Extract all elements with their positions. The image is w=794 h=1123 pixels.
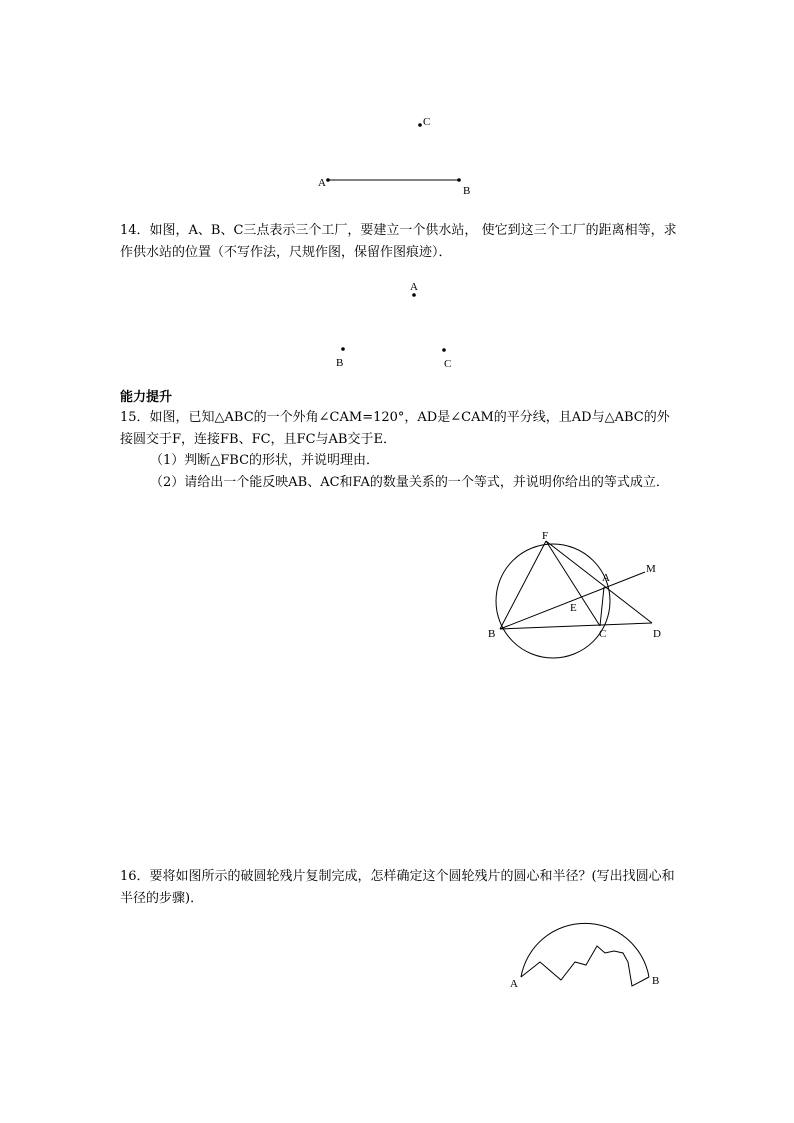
point-c-dot (418, 123, 422, 127)
figure-q15-circle (480, 525, 670, 665)
q14-point-c-dot (442, 348, 446, 352)
label-a: A (318, 177, 326, 189)
question-15-part-2: （2）请给出一个能反映AB、AC和FA的数量关系的一个等式，并说明你给出的等式成立． (150, 475, 669, 490)
wheel-arc (521, 923, 649, 977)
fig-label-c: C (599, 628, 607, 640)
segment-bd (500, 623, 652, 629)
fig-label-a: A (602, 572, 610, 584)
q14-label-b: B (336, 357, 344, 369)
point-b-dot (457, 178, 461, 182)
figure-q14-three-points (320, 275, 480, 375)
circumcircle (496, 544, 610, 658)
label-c: C (423, 116, 431, 128)
segment-fd (546, 541, 652, 623)
question-16-text: 16．要将如图所示的破圆轮残片复制完成，怎样确定这个圆轮残片的圆心和半径？(写出找圆心和半径的步骤)． (120, 869, 675, 906)
fig-label-f: F (542, 530, 549, 542)
q14-label-c: C (444, 358, 452, 370)
question-15-text: 15．如图，已知△ABC的一个外角∠CAM=120°，AD是∠CAM的平分线，且AD与△ABC的外接圆交于F，连接FB、FC，且FC与AB交于E． (120, 410, 670, 447)
label-b: B (463, 185, 471, 197)
q14-label-a: A (410, 281, 418, 293)
segment-ac (600, 587, 604, 626)
q14-point-b-dot (341, 347, 345, 351)
q14-point-a-dot (412, 293, 416, 297)
fig-label-m: M (646, 563, 656, 575)
point-a-dot (326, 178, 330, 182)
broken-edge (521, 946, 649, 986)
question-14-text: 14．如图，A、B、C三点表示三个工厂，要建立一个供水站， 使它到这三个工厂的距离相等，求作供水站的位置（不写作法，尺规作图，保留作图痕迹）． (120, 223, 677, 260)
figure-segment-ab-point-c (300, 100, 500, 210)
q16-label-b: B (652, 975, 660, 987)
fig-label-b: B (488, 628, 496, 640)
q16-label-a: A (510, 978, 518, 990)
segment-fb (500, 541, 546, 629)
figure-q16-broken-wheel (500, 915, 670, 995)
fig-label-d: D (653, 628, 661, 640)
fig-label-e: E (570, 602, 577, 614)
section-heading: 能力提升 (120, 390, 173, 405)
question-15-part-1: （1）判断△FBC的形状，并说明理由． (150, 453, 380, 468)
